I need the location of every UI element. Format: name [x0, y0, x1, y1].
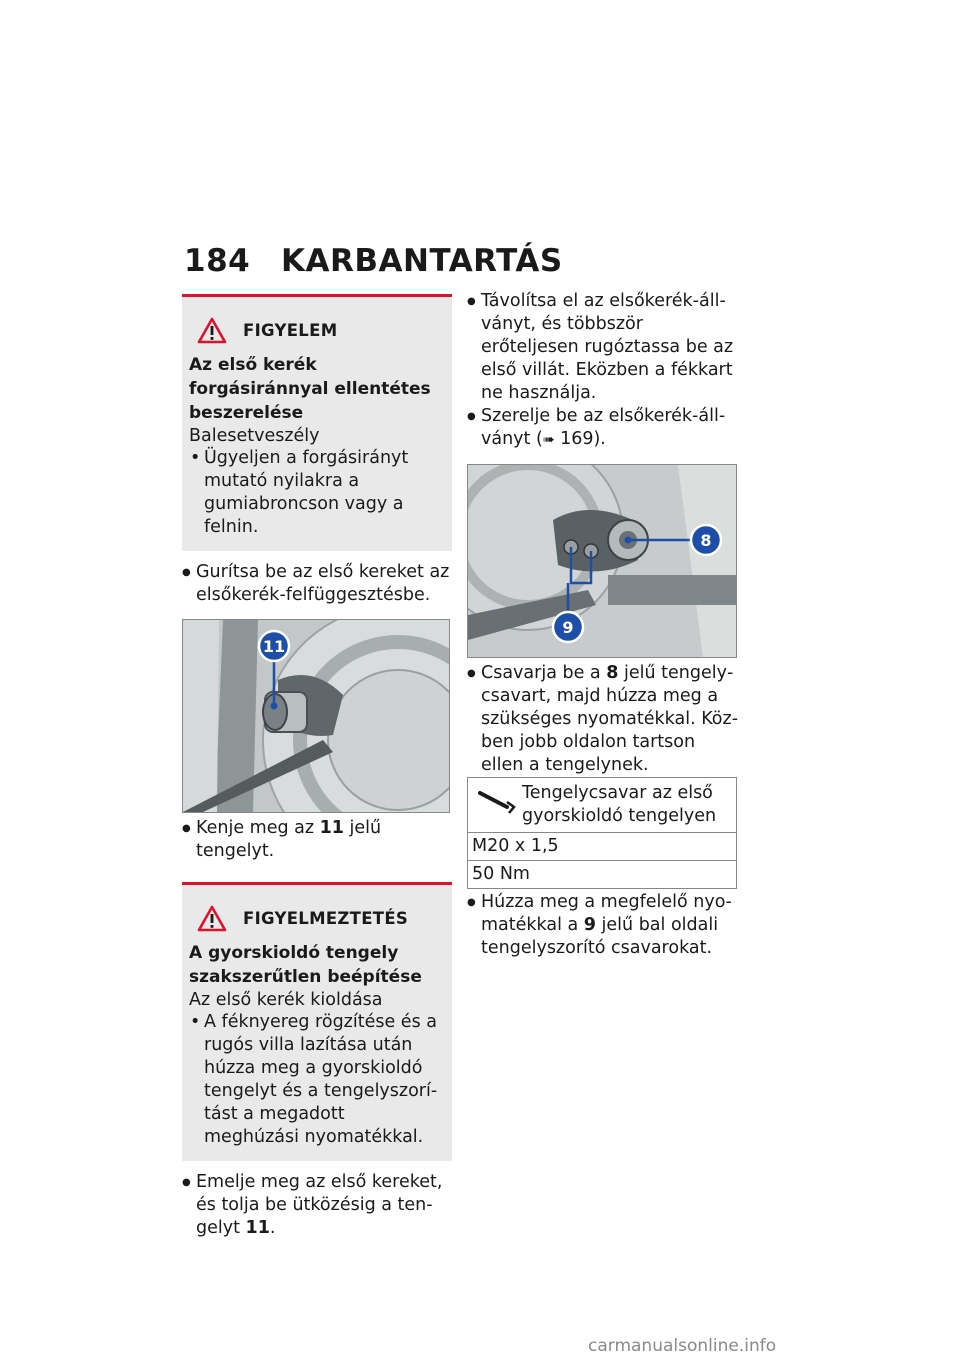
spec-torque: 50 Nm — [468, 861, 737, 889]
warning-triangle-icon — [197, 905, 227, 932]
right-column — [467, 290, 739, 960]
warning-title: FIGYELMEZTETÉS — [243, 908, 409, 928]
step-lubricate-axle — [182, 817, 452, 863]
figure-axle-screws — [467, 464, 737, 658]
ref-number: 9 — [583, 915, 596, 935]
step-text: jelű tengelyt. — [196, 818, 382, 861]
page-header — [184, 243, 563, 279]
warning-subtitle: Az első kerék kioldása — [189, 990, 383, 1010]
notice-title-row — [197, 315, 444, 345]
callout-11: 11 — [262, 637, 286, 656]
step-text: . — [269, 1218, 276, 1238]
axle-illustration — [183, 620, 449, 812]
table-row — [468, 833, 737, 861]
spec-label-cell — [468, 778, 737, 833]
page-number: 184 — [184, 243, 251, 279]
notice-bullet: • Ügyeljen a forgásirányt mutató nyilakra a gumiabroncson vagy a felnin. — [189, 447, 444, 539]
step-text: Csavarja be a — [481, 663, 607, 683]
spec-thread: M20 x 1,5 — [468, 833, 737, 861]
step-text: Húzza meg a megfelelő nyomatékkal a — [481, 892, 732, 935]
warning-title-row — [197, 903, 444, 933]
ref-number: 8 — [606, 663, 619, 683]
step-install-stand — [467, 405, 739, 452]
step-tighten-axle-screw — [467, 662, 739, 777]
figure-axle-11 — [182, 619, 450, 813]
step-text: Kenje meg az — [196, 818, 320, 838]
page-reference-arrow-icon: ➠ — [542, 432, 555, 448]
spec-label: Tengelycsavar az első gyorskioldó tengelyen — [522, 783, 717, 826]
notice-title: FIGYELEM — [243, 320, 338, 340]
callout-9: 9 — [562, 618, 574, 637]
step-text: Szerelje be az elsőkerék-állványt ( — [481, 406, 726, 449]
notice-subtitle: Balesetveszély — [189, 426, 320, 446]
axle-screws-illustration — [468, 465, 736, 657]
warning-triangle-icon — [197, 317, 227, 344]
table-row — [468, 861, 737, 889]
step-text: 169). — [554, 429, 606, 449]
watermark: carmanualsonline.info — [588, 1336, 777, 1356]
section-title: KARBANTARTÁS — [281, 243, 563, 279]
torque-wrench-icon — [476, 788, 516, 814]
step-remove-stand: ● Távolítsa el az elsőkerék-állványt, és többször erőteljesen rugóztassa be az első villát. Eközben a fékkart ne használja. — [467, 290, 739, 405]
warning-heading: A gyorskioldó tengely szakszerűtlen beépítése — [189, 943, 422, 987]
left-column — [182, 294, 452, 1240]
step-roll-wheel: ● Gurítsa be az első kereket az elsőkerék-felfüggesztésbe. — [182, 561, 452, 607]
step-lift-wheel — [182, 1171, 452, 1240]
warning-bullet: • A féknyereg rögzítése és a rugós villa lazítása után húzza meg a gyorskioldó tengelyt és a tengelyszorítást a megadott meghúzási nyomatékkal. — [189, 1011, 444, 1149]
step-text: jelű tengelycsavart, majd húzza meg a szükséges nyomatékkal. Közben jobb oldalon tartson ellen a tengelynek. — [481, 663, 739, 775]
callout-8: 8 — [700, 531, 712, 550]
warning-box — [182, 882, 452, 1161]
step-tighten-clamp-screws — [467, 891, 739, 960]
step-text: Emelje meg az első kereket, és tolja be ütközésig a tengelyt — [196, 1172, 443, 1238]
step-text: jelű bal oldali tengelyszorító csavarokat. — [481, 915, 719, 958]
ref-number: 11 — [245, 1218, 270, 1238]
notice-box — [182, 294, 452, 551]
table-row — [468, 778, 737, 833]
torque-spec-table — [467, 777, 737, 889]
ref-number: 11 — [319, 818, 344, 838]
notice-heading: Az első kerék forgásiránnyal ellentétes beszerelése — [189, 355, 431, 423]
